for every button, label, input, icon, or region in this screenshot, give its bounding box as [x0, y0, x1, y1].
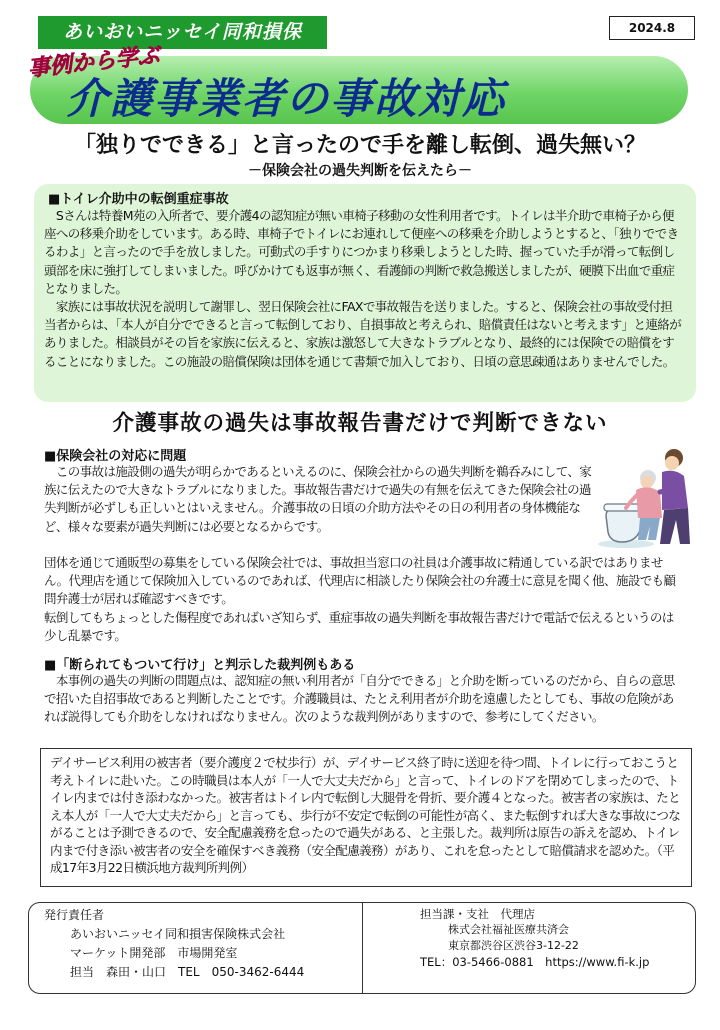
publisher-company: あいおいニッセイ同和損害保険株式会社 — [70, 927, 286, 941]
issue-date: 2024.8 — [609, 16, 695, 40]
publisher-dept: マーケット開発部 市場開発室 — [70, 946, 238, 960]
brand-banner: あいおいニッセイ同和損保 — [38, 16, 327, 49]
case-body — [44, 207, 684, 371]
agent-contact: TEL：03-5466-0881 https://www.fi-k.jp — [420, 955, 650, 969]
agency-paragraph-2: 転倒してもちょっとした傷程度であればいざ知らず、重症事故の過失判断を事故報告書だけで電話で伝えるというのは少し乱暴です。 — [44, 609, 674, 643]
subheadline: －保険会社の過失判断を伝えたら－ — [248, 163, 472, 179]
headline: 「独りでできる」と言ったので手を離し転倒、過失無い？ — [73, 133, 646, 158]
caregiver-toilet-illustration — [596, 446, 696, 550]
case-paragraph-2: 家族には事故状況を説明して謝罪し、翌日保険会社にFAXで事故報告を送りました。すると、保険会社の事故受付担当者からは、「本人が自分でできると言って転倒しており、自損事故と考えられ、賠償責任はないと考えます」と連絡がありました。相談員がその旨を家族に伝えると、家族は激怒して大きなトラブルとなり、最終的には保険での賠償をすることになりました。この施設の賠償保険は団体を通じて書類で加入しており、日頃の意思疎通はありませんでした。 — [44, 299, 682, 369]
agent-name: 株式会社福祉医療共済会 — [448, 923, 569, 936]
agent-label: 担当課・支社 代理店 — [420, 907, 535, 921]
judgment-paragraph: 本事例の過失の判断の問題点は、認知症の無い利用者が「自分でできる」と介助を断っているのだから、自らの意思で招いた自招事故であると判断したことです。介護職員は、たとえ利用者が介助を遠慮したとしても、事故の危険があれば説得しても介助をしなければなりません。次のような裁判例がありますので、参考にしてください。 — [44, 673, 675, 725]
agency-paragraph-1: 団体を通じて通販型の募集をしている保険会社では、事故担当窓口の社員は介護事故に精通している訳ではありません。代理店を通じて保険加入しているのであれば、代理店に相談したり保険会社の弁護士に意見を聞く他、施設でも顧問弁護士が居れば確認すべきです。 — [44, 555, 676, 607]
publisher-label: 発行責任者 — [44, 908, 105, 922]
learn-from-cases-label: 事例から学ぶ — [26, 43, 161, 82]
insurer-paragraph: この事故は施設側の過失が明らかであるといえるのに、保険会社からの過失判断を鵜呑みにして、家族に伝えたので大きなトラブルになりました。事故報告書だけで過失の有無を伝えてきた保険会社の過失判断が必ずしも正しいとはいえません。介護事故の日頃の介助方法やその日の利用者の身体機能など、様々な要素が過失判断には必要となるからです。 — [44, 464, 592, 534]
publisher-info — [44, 906, 304, 982]
court-case-text: デイサービス利用の被害者（要介護度２で杖歩行）が、デイサービス終了時に送迎を待つ間、トイレに行っておこうと考えトイレに赴いた。この時職員は本人が「一人で大丈夫だから」と言って、トイレのドアを閉めてしまったので、トイレ内までは付き添わなかった。被害者はトイレ内で転倒し大腿骨を骨折、要介護４となった。被害者の家族は、たとえ本人が「一人で大丈夫だから」と言っても、歩行が不安定で転倒の可能性が高く、また転倒すれば大きな事故につながることは予測できるので、安全配慮義務を怠ったので過失がある、と主張した。裁判所は原告の訴えを認め、トイレ内まで付き添い被害者の安全を確保すべき義務（安全配慮義務）があり、これを怠ったとして賠償請求を認めた。（平成17年3月22日横浜地方裁判所判例） — [50, 755, 681, 875]
section-title: 介護事故の過失は事故報告書だけで判断できない — [112, 411, 608, 436]
section-subheading-insurer: ■保険会社の対応に問題 — [44, 449, 187, 464]
agency-paragraph — [44, 554, 684, 645]
case-paragraph-1: Sさんは特養M苑の入所者で、要介護4の認知症が無い車椅子移動の女性利用者です。トイレは半介助で車椅子から便座への移乗介助をしています。ある時、車椅子でトイレにお連れして便座への移乗を介助しようとすると、「独りでできるわよ」と言ったので手を放しました。可動式の手すりにつかまり移乗しようとした時、握っていた手が滑って転倒し頭部を床に強打してしまいました。呼びかけても返事が無く、看護師の判断で救急搬送しましたが、硬膜下出血で重症となりました。 — [44, 208, 679, 296]
case-title: ■トイレ介助中の転倒重症事故 — [48, 192, 229, 207]
publisher-contact: 担当 森田・山口 TEL 050-3462-6444 — [70, 965, 305, 979]
footer-divider — [362, 902, 363, 994]
section-subheading-court: ■「断られてもついて行け」と判示した裁判例もある — [44, 658, 356, 673]
agent-info — [420, 906, 649, 970]
main-title: 介護事業者の事故対応 — [66, 74, 507, 123]
agent-address: 東京都渋谷区渋谷3-12-22 — [448, 939, 579, 952]
